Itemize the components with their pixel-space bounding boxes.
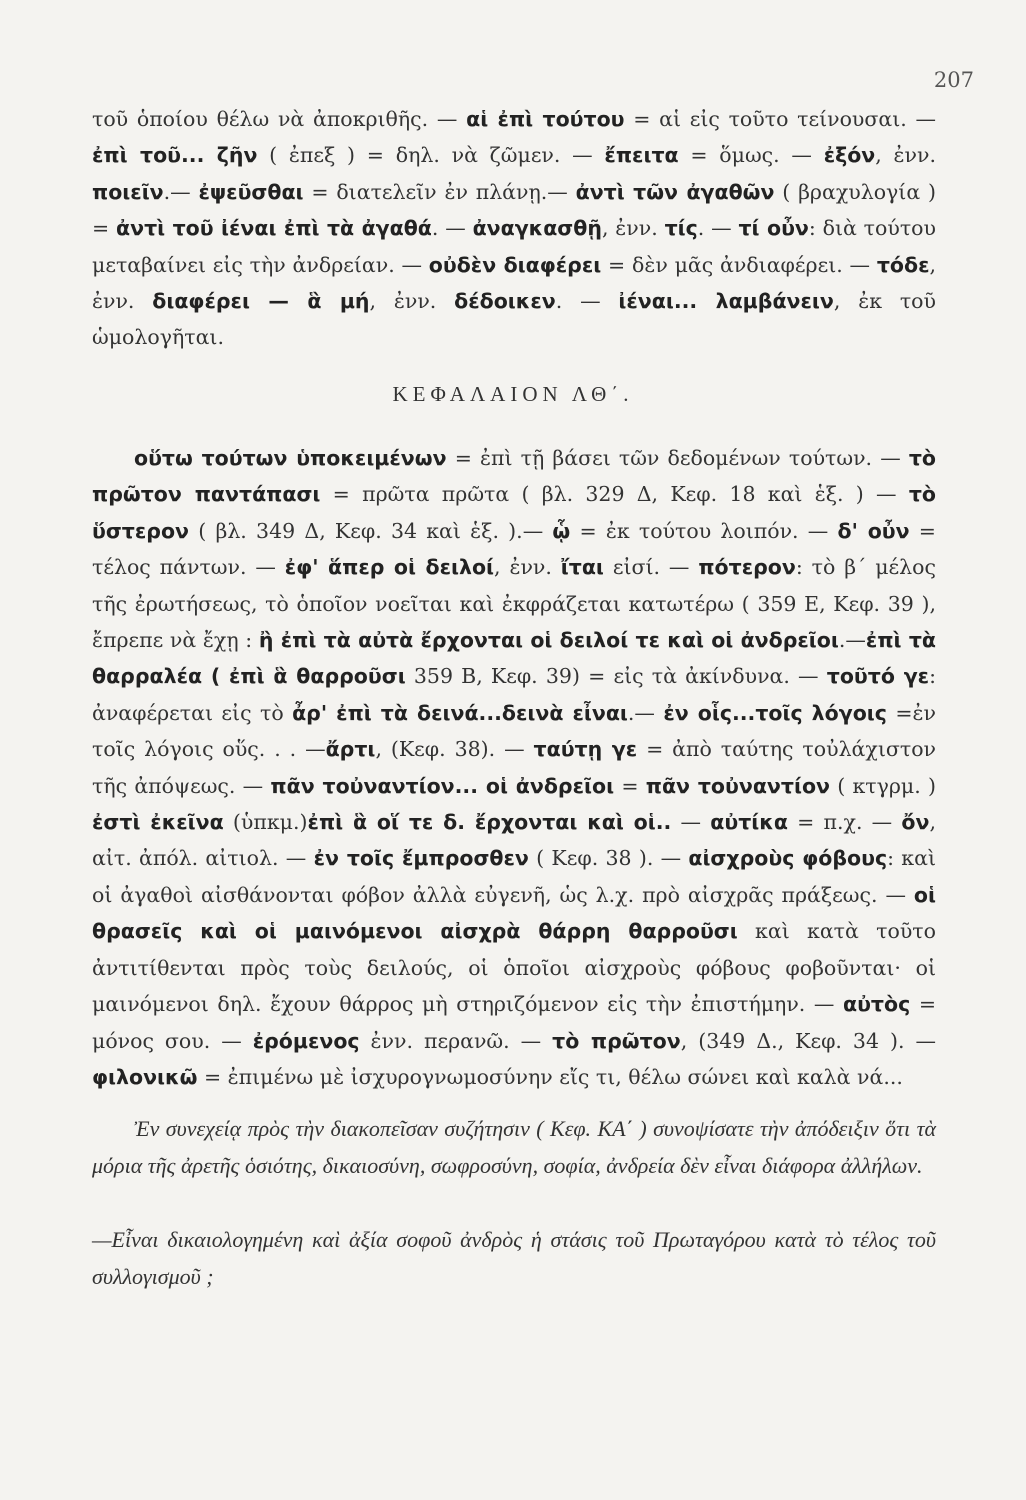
lemma-term: διαφέρει — ἃ μή <box>152 289 370 314</box>
gloss-text: ( βραχυλογία ) = <box>92 179 936 241</box>
gloss-text: . — <box>555 289 619 314</box>
lemma-term: ταύτῃ γε <box>533 737 638 762</box>
lemma-term: τί οὖν <box>738 216 809 241</box>
lemma-term: ἐν τοῖς ἔμπροσθεν <box>313 846 529 871</box>
lemma-term: ἔπειτα <box>604 143 679 168</box>
lemma-term: ἐστὶ ἐκεῖνα <box>92 810 224 835</box>
lemma-term: ἀναγκασθῇ <box>472 216 602 241</box>
gloss-text: : καὶ οἱ ἀγαθοὶ αἰσθάνονται φόβον ἀλλὰ εὐγενῆ, ὡς λ.χ. πρὸ αἰσχρᾶς πράξεως. — <box>92 846 936 907</box>
lemma-term: πότερον <box>698 555 796 580</box>
gloss-text: = διατελεῖν ἐν πλάνῃ.— <box>303 179 576 204</box>
gloss-text: = πρῶτα πρῶτα ( βλ. 329 Δ, Κεφ. 18 καὶ ἑξ. ) — <box>320 482 909 507</box>
lemma-term: φιλονικῶ <box>92 1064 198 1089</box>
gloss-text: = ἐκ τούτου λοιπόν. — <box>570 518 838 543</box>
lemma-term: ἀντὶ τοῦ ἰέναι ἐπὶ τὰ ἀγαθά <box>116 216 432 241</box>
gloss-text: 359 Β, Κεφ. 39) = εἰς τὰ ἀκίνδυνα. — <box>405 664 827 689</box>
gloss-text: .— <box>838 628 866 653</box>
lemma-term: ἐπὶ τοῦ... ζῆν <box>92 143 258 168</box>
gloss-text: , ἐνν. <box>494 555 561 580</box>
lemma-term: ἄρτι <box>325 737 376 762</box>
gloss-text: = μόνος σου. — <box>92 992 936 1053</box>
lemma-term: ἆρ' ἐπὶ τὰ δεινά...δεινὰ εἶναι <box>292 700 628 725</box>
page-number: 207 <box>933 68 974 92</box>
lemma-term: ἐψεῦσθαι <box>198 179 304 204</box>
lemma-term: τοῦτό γε <box>826 664 930 689</box>
gloss-text: ( Κεφ. 38 ). — <box>528 846 689 871</box>
lemma-term: τόδε <box>876 252 930 277</box>
lemma-term: τὸ ὕστερον <box>92 482 936 543</box>
gloss-text: εἰσί. — <box>603 555 699 580</box>
lemma-term: οὕτω τούτων ὑποκειμένων <box>134 446 447 470</box>
lemma-term: πᾶν τοὐναντίον... οἱ ἀνδρεῖοι <box>270 773 615 798</box>
gloss-text: = π.χ. — <box>787 810 902 835</box>
lemma-term: δ' οὖν <box>837 518 910 543</box>
lemma-term: ἐπὶ τὰ θαρραλέα ( ἐπὶ ἃ θαρροῦσι <box>92 628 936 689</box>
lemma-term: τίς <box>664 216 698 241</box>
lemma-term: ἴται <box>560 555 604 580</box>
lemma-term: ἐφ' ἅπερ οἱ δειλοί <box>284 555 495 580</box>
lemma-term: ὄν <box>901 810 930 835</box>
gloss-text: .— <box>627 700 664 725</box>
gloss-text: : τὸ β΄ μέλος τῆς ἐρωτήσεως, τὸ ὁποῖον νοεῖται καὶ ἐκφράζεται κατωτέρω ( 359 Ε, Κεφ. 39 ), ἔπρεπε νὰ ἔχῃ : <box>92 555 936 653</box>
gloss-text: τοῦ ὁποίου θέλω νὰ ἀποκριθῆς. — <box>92 107 467 131</box>
gloss-text: . — <box>697 216 739 241</box>
lemma-term: αἱ ἐπὶ τούτου <box>466 107 625 131</box>
gloss-text: , ἐνν. <box>369 289 455 314</box>
lemma-term: πᾶν τοὐναντίον <box>645 773 830 798</box>
lemma-term: ἐπὶ ἃ οἵ τε δ. ἔρχονται καὶ οἱ.. <box>307 810 672 835</box>
gloss-text: , ἐνν. <box>601 216 665 241</box>
gloss-text: ( βλ. 349 Δ, Κεφ. 34 καὶ ἑξ. ).— <box>189 518 553 543</box>
gloss-text: = <box>614 773 646 798</box>
gloss-text: = τέλος πάντων. — <box>92 518 936 580</box>
commentary-section-2 <box>92 440 936 1095</box>
lemma-term: ἐρόμενος <box>252 1028 360 1053</box>
gloss-text: ( κτγρμ. ) <box>830 773 936 798</box>
gloss-text: , (Κεφ. 38). — <box>375 737 534 762</box>
lemma-term: ἐξόν <box>823 143 876 168</box>
lemma-term: ἐν οἷς...τοῖς λόγοις <box>663 700 887 725</box>
study-question-1: Ἐν συνεχείᾳ πρὸς τὴν διακοπεῖσαν συζήτησιν ( Κεφ. ΚΑ΄ ) συνοψίσατε τὴν ἀπόδειξιν ὅτι τὰ μόρια τῆς ἀρετῆς ὁσιότης, δικαιοσύνη, σωφροσύνη, σοφία, ἀνδρεία δὲν εἶναι διάφορα ἀλλήλων. <box>92 1116 936 1178</box>
chapter-heading: ΚΕΦΑΛΑΙΟΝ ΛΘ΄. <box>392 382 634 406</box>
gloss-text: = ἀπὸ ταύτης τοὐλάχιστον τῆς ἀπόψεως. — <box>92 737 937 798</box>
gloss-text: καὶ κατὰ τοῦτο ἀντιτίθενται πρὸς τοὺς δειλούς, οἱ ὁποῖοι αἰσχροὺς φόβους φοβοῦνται· οἱ μαινόμενοι δηλ. ἔχουν θάρρος μὴ στηριζόμενον εἰς τὴν ἐπιστήμην. — <box>92 919 936 1017</box>
gloss-text: , αἰτ. ἀπόλ. αἰτιολ. — <box>92 810 936 871</box>
commentary-paragraph <box>92 440 936 1095</box>
gloss-text: . — <box>431 216 473 241</box>
gloss-text: ἐνν. περανῶ. — <box>359 1028 553 1053</box>
lemma-term: αἰσχροὺς φόβους <box>688 846 888 871</box>
commentary-section-1 <box>92 101 936 356</box>
gloss-text: =ἐν τοῖς λόγοις οὕς. . . — <box>92 700 936 762</box>
lemma-term: οὐδὲν διαφέρει <box>428 252 602 277</box>
lemma-term: τὸ πρῶτον <box>552 1028 681 1053</box>
gloss-text: : διὰ τούτου μεταβαίνει εἰς τὴν ἀνδρείαν. — <box>92 216 936 277</box>
lemma-term: ἀντὶ τῶν ἀγαθῶν <box>575 179 775 204</box>
gloss-text: = ὅμως. — <box>678 143 824 168</box>
lemma-term: ἰέναι... λαμβάνειν <box>618 289 834 314</box>
lemma-term: οἱ θρασεῖς καὶ οἱ μαινόμενοι αἰσχρὰ θάρρη θαρροῦσι <box>92 882 936 944</box>
gloss-text: = ἐπὶ τῇ βάσει τῶν δεδομένων τούτων. — <box>446 446 909 470</box>
gloss-text: , (349 Δ., Κεφ. 34 ). — <box>680 1028 936 1053</box>
gloss-text: .— <box>163 179 199 204</box>
gloss-text: : ἀναφέρεται εἰς τὸ <box>92 664 936 725</box>
lemma-term: ποιεῖν <box>92 179 164 204</box>
lemma-term: τὸ πρῶτον παντάπασι <box>92 446 936 507</box>
gloss-text: (ὑπκμ.) <box>223 810 308 835</box>
study-question-2: —Εἶναι δικαιολογημένη καὶ ἀξία σοφοῦ ἀνδρὸς ἡ στάσις τοῦ Πρωταγόρου κατὰ τὸ τέλος τοῦ συλλογισμοῦ ; <box>92 1227 936 1289</box>
lemma-term: αὐτὸς <box>842 992 911 1017</box>
gloss-text: = αἱ εἰς τοῦτο τείνουσαι. — <box>624 107 937 131</box>
lemma-term: αὐτίκα <box>710 810 788 835</box>
gloss-text: , ἐκ τοῦ ὡμολογῆται. <box>92 289 936 350</box>
lemma-term: ᾧ <box>552 518 571 543</box>
gloss-text: , ἐνν. <box>875 143 936 168</box>
gloss-text: — <box>671 810 711 835</box>
gloss-text: = δὲν μᾶς ἀνδιαφέρει. — <box>601 252 877 277</box>
gloss-text: , ἐνν. <box>92 252 937 314</box>
lemma-term: δέδοικεν <box>454 289 556 314</box>
gloss-text: = ἐπιμένω μὲ ἰσχυρογνωμοσύνην εἴς τι, θέλω σώνει καὶ καλὰ νά... <box>197 1064 903 1089</box>
gloss-text: ( ἐπεξ ) = δηλ. νὰ ζῶμεν. — <box>257 143 605 168</box>
lemma-term: ἢ ἐπὶ τὰ αὐτὰ ἔρχονται οἱ δειλοί τε καὶ οἱ ἀνδρεῖοι <box>258 628 839 653</box>
commentary-paragraph <box>92 101 936 356</box>
